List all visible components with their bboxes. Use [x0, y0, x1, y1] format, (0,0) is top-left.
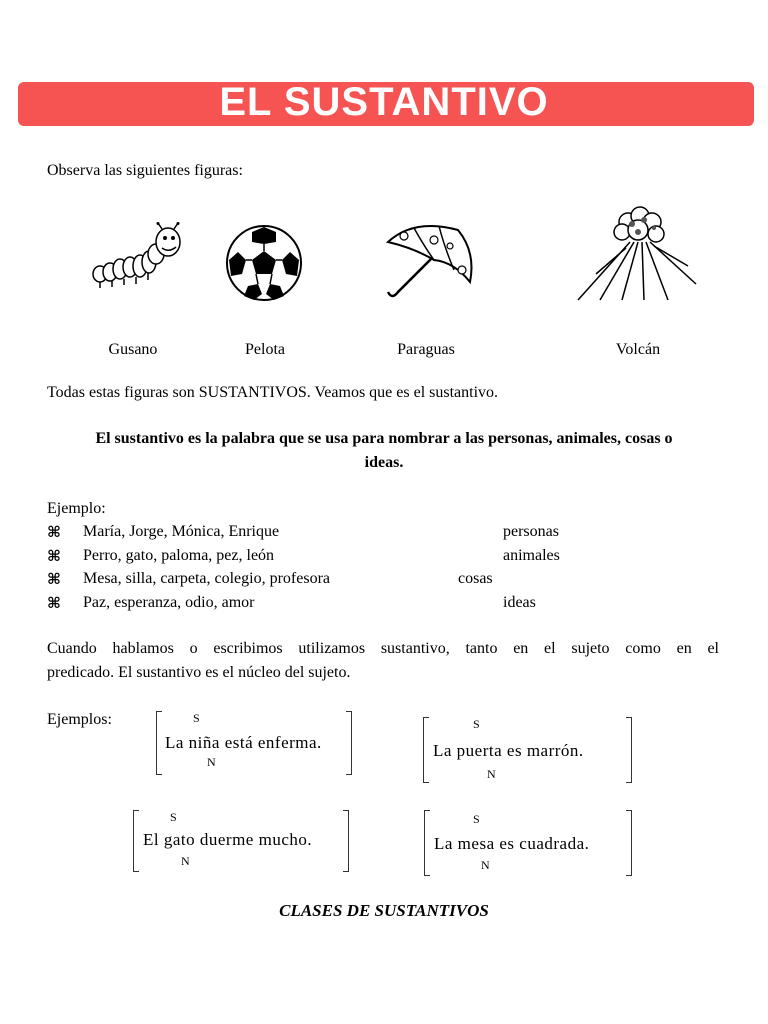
example-words: Perro, gato, paloma, pez, león	[83, 547, 275, 564]
soccer-ball-icon	[224, 224, 304, 302]
bullet-icon: ⌘	[47, 594, 61, 612]
example-category: cosas	[458, 570, 493, 587]
intro-text: Observa las siguientes figuras:	[47, 162, 243, 179]
bullet-icon: ⌘	[47, 570, 61, 588]
figure-label-gusano: Gusano	[108, 341, 158, 358]
umbrella-icon	[384, 222, 476, 304]
example-category: personas	[503, 523, 559, 540]
nucleus-mark: N	[181, 854, 190, 868]
bullet-icon: ⌘	[47, 523, 61, 541]
paragraph-line-1: Cuando hablamos o escribimos utilizamos sustantivo, tanto en el sujeto como en el	[47, 640, 719, 657]
example-category: animales	[503, 547, 560, 564]
nucleus-mark: N	[207, 755, 216, 769]
example-heading: Ejemplo:	[47, 500, 106, 517]
volcano-icon	[576, 204, 700, 302]
page-title: EL SUSTANTIVO	[219, 80, 549, 124]
sentence-box	[424, 810, 632, 876]
definition-line-2: ideas.	[364, 454, 404, 471]
subject-mark: S	[473, 812, 480, 826]
definition-line-1: El sustantivo es la palabra que se usa para nombrar a las personas, animales, cosas o	[95, 430, 673, 447]
figure-label-paraguas: Paraguas	[397, 341, 455, 358]
example-category: ideas	[503, 594, 536, 611]
bullet-icon: ⌘	[47, 547, 61, 565]
statement-text: Todas estas figuras son SUSTANTIVOS. Veamos que es el sustantivo.	[47, 384, 499, 401]
example-words: Mesa, silla, carpeta, colegio, profesora	[83, 570, 331, 587]
subject-mark: S	[193, 711, 200, 725]
paragraph-line-2: predicado. El sustantivo es el núcleo del sujeto.	[47, 664, 351, 681]
subject-mark: S	[170, 810, 177, 824]
subject-mark: S	[473, 717, 480, 731]
caterpillar-icon	[90, 222, 186, 294]
nucleus-mark: N	[481, 858, 490, 872]
sentence-box	[156, 711, 352, 775]
sentence-text: La puerta es marrón.	[433, 741, 584, 760]
sentence-box	[423, 717, 632, 783]
figure-label-volcan: Volcán	[615, 341, 661, 358]
sentence-text: La niña está enferma.	[165, 733, 322, 752]
sentence-box	[133, 810, 349, 872]
example-words: Paz, esperanza, odio, amor	[83, 594, 255, 611]
examples-heading: Ejemplos:	[47, 711, 112, 728]
example-words: María, Jorge, Mónica, Enrique	[83, 523, 280, 540]
figure-label-pelota: Pelota	[245, 341, 285, 358]
section-title: CLASES DE SUSTANTIVOS	[279, 901, 489, 920]
nucleus-mark: N	[487, 767, 496, 781]
sentence-text: La mesa es cuadrada.	[434, 834, 590, 853]
sentence-text: El gato duerme mucho.	[143, 830, 313, 849]
